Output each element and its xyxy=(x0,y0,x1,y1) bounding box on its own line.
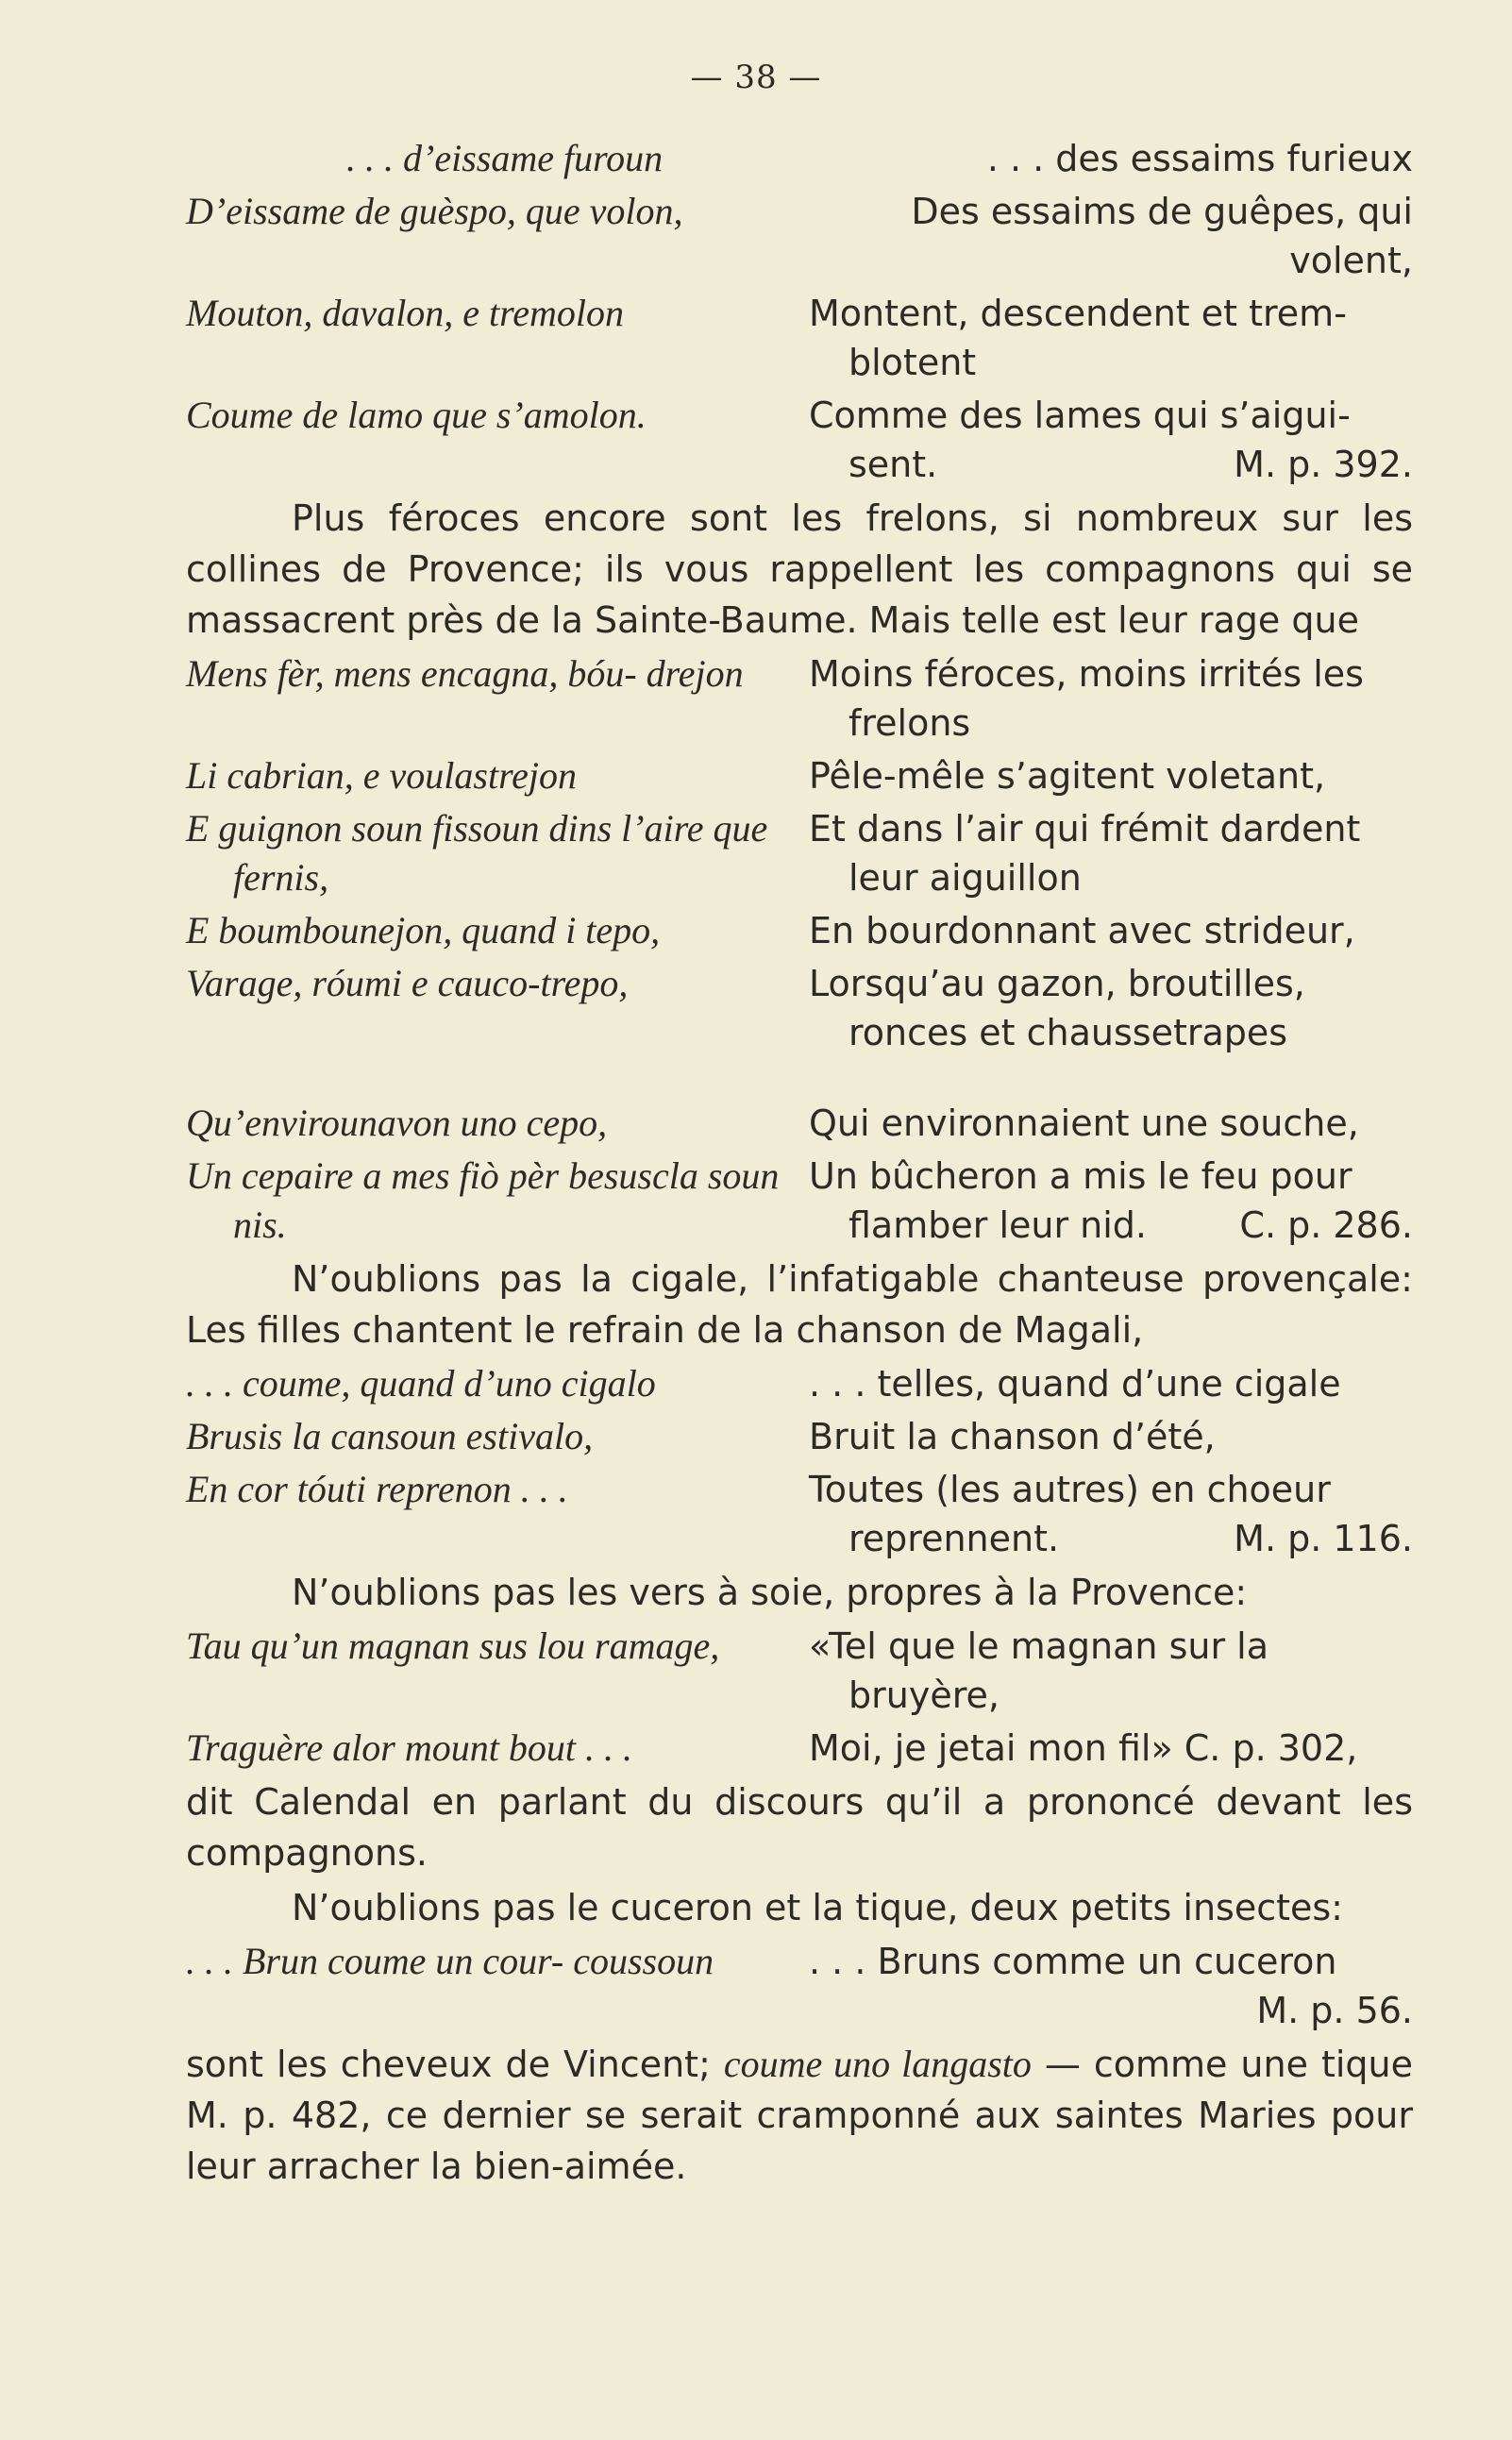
occitan-line: Coume de lamo que s’amolon. xyxy=(186,394,647,436)
french-line: Bruit la chanson d’été, xyxy=(809,1416,1216,1457)
french-line: Montent, descendent et trem- blotent xyxy=(809,293,1347,383)
verse-reference: M. p. 392. xyxy=(1234,444,1413,485)
french-line xyxy=(809,1937,1413,2035)
verse-pair xyxy=(186,1622,1413,1720)
occitan-line: Qu’envirounavon uno cepo, xyxy=(186,1102,608,1144)
occitan-line: Li cabrian, e voulastrejon xyxy=(186,754,578,797)
paragraph xyxy=(186,2039,1413,2192)
verse-pair xyxy=(186,1152,1413,1250)
verse-pair xyxy=(186,649,1413,748)
paragraph: N’oublions pas le cuceron et la tique, deux petits insectes: xyxy=(292,1887,1343,1928)
occitan-line: E boumbounejon, quand i tepo, xyxy=(186,909,661,951)
occitan-line: Brusis la cansoun estivalo, xyxy=(186,1415,594,1457)
page-number: — 38 — xyxy=(690,59,822,96)
french-line: Moi, je jetai mon fil» C. p. 302, xyxy=(809,1727,1358,1769)
occitan-line: . . . Brun coume un cour- coussoun xyxy=(186,1940,714,1982)
paragraph: dit Calendal en parlant du discours qu’il a prononcé devant les compagnons. xyxy=(186,1781,1413,1874)
page-body xyxy=(186,130,1413,2196)
french-line: «Tel que le magnan sur la bruyère, xyxy=(809,1625,1269,1716)
verse-reference: M. p. 56. xyxy=(1256,1990,1413,2031)
verse-pair xyxy=(186,289,1413,387)
french-text: Un bûcheron a mis le feu pour flamber leur nid. xyxy=(809,1155,1352,1246)
verse-pair xyxy=(186,1937,1413,2035)
verse-pair xyxy=(186,1412,1413,1461)
french-line xyxy=(809,1465,1413,1563)
french-line: Lorsqu’au gazon, broutilles, ronces et chaussetrapes xyxy=(809,963,1305,1053)
paragraph-text: sont les cheveux de Vincent; xyxy=(186,2044,711,2085)
french-line xyxy=(809,1152,1413,1250)
french-line: Et dans l’air qui frémit dardent leur aiguillon xyxy=(809,808,1361,899)
french-line: . . . des essaims furieux xyxy=(986,138,1413,179)
verse-pair xyxy=(186,1465,1413,1563)
occitan-line: Mouton, davalon, e tremolon xyxy=(186,292,625,334)
verse-reference: M. p. 116. xyxy=(1234,1518,1413,1559)
occitan-line: Tau qu’un magnan sus lou ramage, xyxy=(186,1624,720,1667)
french-line: Pêle-mêle s’agitent voletant, xyxy=(809,755,1326,797)
verse-pair xyxy=(186,751,1413,800)
french-line xyxy=(809,391,1413,489)
french-text: . . . Bruns comme un cuceron xyxy=(809,1941,1337,1982)
paragraph: Plus féroces encore sont les frelons, si nombreux sur les collines de Provence; ils vous rappellent les compagnons qui se massacrent près de la Sainte-Baume. Mais telle est leur rage que xyxy=(186,497,1413,641)
verse-pair xyxy=(186,1099,1413,1148)
verse-pair xyxy=(186,1724,1413,1773)
occitan-line: D’eissame de guèspo, que volon, xyxy=(186,190,683,232)
paragraph: N’oublions pas les vers à soie, propres à la Provence: xyxy=(292,1572,1248,1613)
occitan-quote: coume uno langasto xyxy=(723,2043,1032,2085)
french-line: Moins féroces, moins irrités les frelons xyxy=(809,653,1364,744)
verse-pair xyxy=(186,391,1413,489)
verse-pair xyxy=(186,804,1413,902)
french-line: . . . telles, quand d’une cigale xyxy=(809,1363,1341,1405)
stanza-gap xyxy=(186,1061,1413,1095)
occitan-line: . . . coume, quand d’uno cigalo xyxy=(186,1362,656,1405)
french-line: En bourdonnant avec strideur, xyxy=(809,910,1355,951)
occitan-line: . . . d’eissame furoun xyxy=(346,137,664,179)
french-text: Toutes (les autres) en choeur reprennent. xyxy=(809,1469,1331,1559)
verse-pair xyxy=(186,906,1413,955)
occitan-line: Varage, róumi e cauco-trepo, xyxy=(186,962,629,1004)
paragraph-text: — comme une tique M. p. 482, ce dernier se serait cramponné aux saintes Maries pour leur arracher la bien-aimée. xyxy=(186,2044,1413,2187)
french-line: Qui environnaient une souche, xyxy=(809,1102,1359,1144)
french-line: Des essaims de guêpes, qui volent, xyxy=(911,191,1413,281)
verse-reference: C. p. 286. xyxy=(1239,1204,1413,1246)
occitan-line: Traguère alor mount bout . . . xyxy=(186,1726,632,1769)
occitan-line: En cor tóuti reprenon . . . xyxy=(186,1468,568,1510)
paragraph: N’oublions pas la cigale, l’infatigable chanteuse provençale: Les filles chantent le refrain de la chanson de Magali, xyxy=(186,1258,1413,1351)
verse-pair xyxy=(186,134,1413,183)
occitan-line: E guignon soun fissoun dins l’aire que fernis, xyxy=(186,807,768,899)
occitan-line: Mens fèr, mens encagna, bóu- drejon xyxy=(186,652,744,695)
verse-pair xyxy=(186,1359,1413,1408)
french-text: Comme des lames qui s’aigui- sent. xyxy=(809,395,1351,485)
occitan-line: Un cepaire a mes fiò pèr besuscla soun nis. xyxy=(186,1154,780,1246)
verse-pair xyxy=(186,187,1413,285)
verse-pair xyxy=(186,959,1413,1057)
